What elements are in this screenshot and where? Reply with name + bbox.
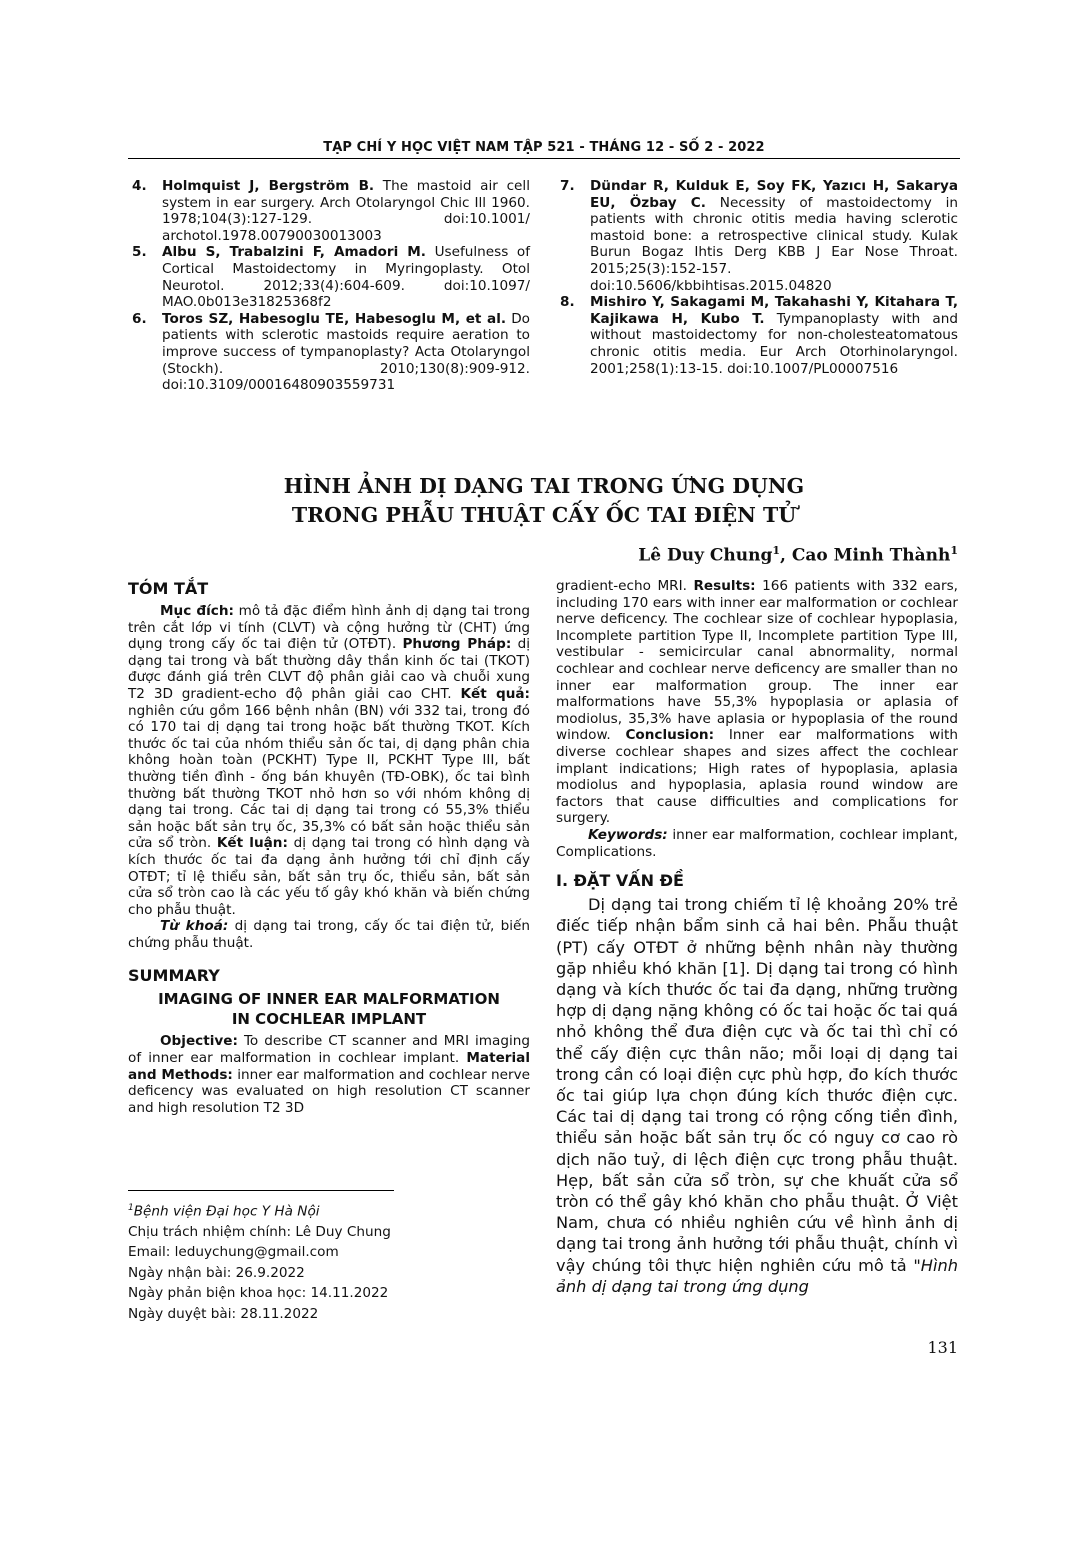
conclusion-label: Conclusion: — [625, 727, 715, 744]
tomtat-heading: TÓM TẮT — [128, 579, 209, 598]
tu-khoa-text: dị dạng tai trong, cấy ốc tai điện tử, biến chứng phẫu thuật. — [128, 918, 530, 951]
summary-title-line-1: IMAGING OF INNER EAR MALFORMATION — [158, 990, 500, 1009]
en-keywords — [556, 827, 958, 860]
phuong-phap-label: Phương Pháp: — [402, 636, 512, 653]
phuong-phap-text: dị dạng tai trong và bất thường dây thần kinh ốc tai (TKOT) được đánh giá trên CLVT độ phân giải cao và chuỗi xung T2 3D gradient-echo độ phân giải cao CHT. — [128, 636, 530, 702]
article-title-line-2: TRONG PHẪU THUẬT CẤY ỐC TAI ĐIỆN TỬ — [291, 503, 797, 527]
methods-label: Material and Methods: — [128, 1050, 530, 1083]
muc-dich-text: mô tả đặc điểm hình ảnh dị dạng tai trong trên cắt lớp vi tính (CLVT) và cộng hưởng từ (CHT) ứng dụng trong cấy ốc tai điện tử (OTĐT). — [128, 603, 530, 653]
methods-text-continued: gradient-echo MRI. — [556, 578, 694, 594]
footnote-mark: 1 — [128, 1203, 134, 1213]
methods-text: inner ear malformation and cochlear nerve deficency was evaluated on high resolution CT scanner and high resolution T2 3D — [128, 1066, 530, 1116]
summary-title-line-2: IN COCHLEAR IMPLANT — [231, 1010, 427, 1029]
reference-authors: Toros SZ, Habesoglu TE, Habesoglu M, et al. — [162, 310, 507, 327]
reference-item — [128, 244, 530, 310]
reference-text: Tympanoplasty with and without mastoidectomy for non-cholesteatomatous chronic otitis media. Eur Arch Otorhinolaryngol. 2001;258(1):13-15. doi:10.1007/PL00007516 — [590, 310, 958, 377]
header-rule — [128, 158, 960, 159]
summary-title — [128, 989, 530, 1029]
reference-item — [556, 178, 958, 294]
author-affiliation-mark: 1 — [772, 544, 781, 557]
journal-header: TẠP CHÍ Y HỌC VIỆT NAM TẬP 521 - THÁNG 12 - SỐ 2 - 2022 — [323, 140, 765, 155]
author-name: Cao Minh Thành — [791, 545, 951, 566]
reference-text: Usefulness of Cortical Mastoidectomy in Myringoplasty. Otol Neurotol. 2012;33(4):604-609. doi:10.1097/ MAO.0b013e31825368f2 — [162, 244, 530, 311]
reference-number: 5. — [132, 244, 147, 261]
reference-authors: Albu S, Trabalzini F, Amadori M. — [162, 244, 426, 261]
ket-qua-text: nghiên cứu gồm 166 bệnh nhân (BN) với 332 tai, trong đó có 170 tai dị dạng tai trong hoặc bất thường TKOT. Kích thước ốc tai của nhóm thiểu sản ốc tai, dị dạng phân chia không hoàn toàn (PCKHT) Type II, PCKHT Type III, bất thường tiền đình - ống bán khuyên (TĐ-OBK), ốc tai bình thường bất thường TKOT nhỏ hơn so với nhóm không dị dạng tai trong. Các tai dị dạng tai trong có 55,3% thiểu sản hoặc bất sản trụ ốc, 35,3% có bất sản hoặc thiểu sản cửa sổ tròn. — [128, 702, 530, 852]
ket-qua-label: Kết quả: — [460, 685, 530, 702]
author-affiliation-mark: 1 — [950, 544, 958, 557]
affiliation-footnote — [128, 1198, 528, 1222]
author-name: Lê Duy Chung — [638, 545, 773, 566]
objective-label: Objective: — [160, 1033, 238, 1050]
vn-keywords — [128, 918, 530, 951]
reference-number: 4. — [132, 178, 147, 194]
reference-item — [128, 178, 530, 244]
received-date: Ngày nhận bài: 26.9.2022 — [128, 1264, 305, 1281]
intro-text: Dị dạng tai trong chiếm tỉ lệ khoảng 20% trẻ điếc tiếp nhận bẩm sinh cả hai bên. Phẫu thuật (PT) cấy OTĐT ở những bệnh nhân này thường gặp nhiều khó khăn [1]. Dị dạng tai trong có hình dạng và kích thước ốc tai đa dạng, những trường hợp dị dạng nặng không có ốc tai hoặc ốc tai quá nhỏ không thể đưa điện cực và ốc tai thì chỉ có thể cấy điện cực thân não; mỗi loại dị dạng tai trong cần có loại điện cực phù hợp, đo kích thước ốc tai giúp lựa chọn đúng kích thước điện cực. Các tai dị dạng tai trong có rộng cống tiền đình, thiểu sản hoặc bất sản trụ ốc có nguy cơ cao rò dịch não tuỷ, di lệch điện cực trong phẫu thuật. Hẹp, bất sản cửa sổ tròn, sự che khuất cửa sổ tròn có thể gây khó khăn cho phẫu thuật. Ở Việt Nam, chưa có nhiều nghiên cứu về hình ảnh dị dạng tai trong ảnh hưởng tới phẫu thuật, chính vì vậy chúng tôi thực hiện nghiên cứu mô tả — [556, 895, 958, 1275]
references-left — [128, 178, 530, 394]
vn-abstract-paragraph — [128, 603, 530, 918]
reference-number: 8. — [560, 294, 575, 311]
page-number: 131 — [927, 1338, 958, 1357]
article-title — [128, 472, 960, 530]
results-text: 166 patients with 332 ears, including 170 ears with inner ear malformation or cochlear nerve deficency. The cochlear size of cochlear hypoplasia, Incomplete partition Type II, Incomplete partition Type III, vestibular - semicircular canal abnormality, normal cochlear and cochlear nerve deficency are smaller than no inner ear malformation group. The inner ear malformations have 55,3% hypoplasia or aplasia of modiolus, 35,3% have aplasia or hypoplasia of the round window. — [556, 578, 958, 744]
reference-text: The mastoid air cell system in ear surgery. Arch Otolaryngol Chic Ill 1960. 1978;104(3):127-129. doi:10.1001/ archotol.1978.00790030013003 — [162, 178, 530, 244]
reference-number: 6. — [132, 310, 147, 327]
reference-text: Necessity of mastoidectomy in patients with chronic otitis media having sclerotic mastoid bone: a retrospective clinical study. Kulak Burun Bogaz Ihtis Derg KBB J Ear Nose Throat. 2015;25(3):152-157. doi:10.5606/kbbihtisas.2015.04820 — [590, 194, 958, 294]
author-line: Lê Duy Chung$^1$, Cao Minh Thành$^1$ — [638, 544, 958, 566]
footnotes — [128, 1198, 528, 1324]
responsible-author: Chịu trách nhiệm chính: Lê Duy Chung — [128, 1223, 391, 1240]
abstract-right-column — [556, 578, 958, 1297]
muc-dich-label: Mục đích: — [160, 603, 234, 619]
results-label: Results: — [693, 578, 756, 594]
accepted-date: Ngày duyệt bài: 28.11.2022 — [128, 1305, 319, 1322]
reviewed-date: Ngày phản biện khoa học: 14.11.2022 — [128, 1285, 389, 1302]
reference-authors: Holmquist J, Bergström B. — [162, 178, 375, 194]
article-title-line-1: HÌNH ẢNH DỊ DẠNG TAI TRONG ỨNG DỤNG — [283, 474, 805, 498]
ket-luan-text: dị dạng tai trong có hình dạng và kích thước ốc tai đa dạng ảnh hưởng tới chỉ định cấy OTĐT; tỉ lệ thiểu sản, bất sản trụ ốc, thiểu sản, bất sản cửa sổ tròn cao là các yếu tố gây khó khăn và biến chứng cho phẫu thuật. — [128, 835, 531, 918]
email-line: Email: leduychung@gmail.com — [128, 1244, 339, 1261]
intro-paragraph — [556, 894, 958, 1297]
en-abstract-paragraph-right — [556, 578, 958, 827]
tu-khoa-label: Từ khoá: — [160, 918, 229, 935]
references-right — [556, 178, 958, 377]
abstract-left-column — [128, 578, 530, 1116]
intro-italic-text: "Hình ảnh dị dạng tai trong ứng dụng — [556, 1255, 958, 1296]
reference-item — [556, 294, 958, 377]
reference-item — [128, 311, 530, 394]
conclusion-text: Inner ear malformations with diverse cochlear shapes and sizes affect the cochlear implant indications; High rates of hypoplasia, aplasia modiolus and hypoplasia, aplasia round window are factors that cause difficulties and complications for surgery. — [556, 727, 958, 827]
footnote-rule — [128, 1190, 394, 1191]
keywords-label: Keywords: — [588, 826, 668, 843]
reference-authors: Mishiro Y, Sakagami M, Takahashi Y, Kitahara T, Kajikawa H, Kubo T. — [590, 294, 958, 327]
reference-text: Do patients with sclerotic mastoids require aeration to improve success of tympanoplasty? Acta Otolaryngol (Stockh). 2010;130(8):909-912. doi:10.3109/00016480903559731 — [162, 310, 530, 394]
keywords-text: inner ear malformation, cochlear implant, Complications. — [556, 826, 958, 860]
objective-text: To describe CT scanner and MRI imaging of inner ear malformation in cochlear implant. — [128, 1033, 530, 1067]
reference-number: 7. — [560, 178, 575, 194]
summary-heading: SUMMARY — [128, 966, 220, 986]
ket-luan-label: Kết luận: — [216, 835, 288, 852]
reference-authors: Dündar R, Kulduk E, Soy FK, Yazıcı H, Sakarya EU, Özbay C. — [590, 178, 958, 211]
intro-heading: I. ĐẶT VẤN ĐỀ — [556, 871, 684, 891]
en-abstract-paragraph-left — [128, 1033, 530, 1116]
affiliation-text: Bệnh viện Đại học Y Hà Nội — [133, 1203, 320, 1220]
